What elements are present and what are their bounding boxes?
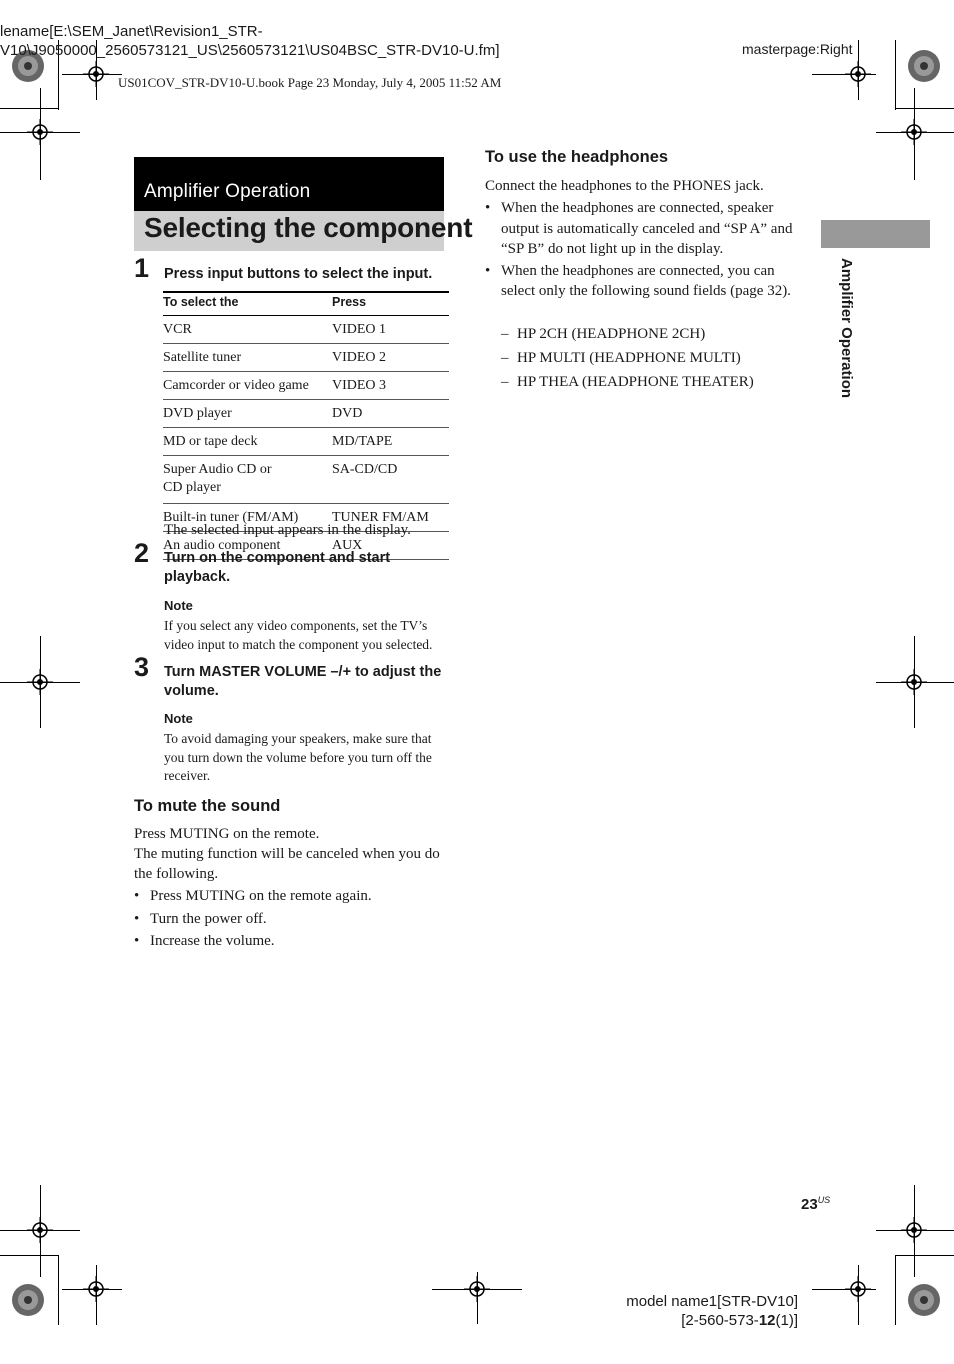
table-cell: VIDEO 2 xyxy=(332,344,449,372)
sound-field-list xyxy=(485,322,805,394)
step-text: Turn on the component and start playback. xyxy=(164,550,391,585)
table-cell: Camcorder or video game xyxy=(163,372,332,400)
table-cell: An audio component xyxy=(163,532,332,560)
list-item: • Increase the volume. xyxy=(134,931,452,952)
headphones-heading: To use the headphones xyxy=(485,148,669,166)
book-meta: US01COV_STR-DV10-U.book Page 23 Monday, July 4, 2005 11:52 AM xyxy=(118,75,502,90)
table-cell: VIDEO 1 xyxy=(332,316,449,344)
color-wheel-icon xyxy=(906,1282,942,1318)
section-label: Amplifier Operation xyxy=(144,181,311,202)
filename-meta: lename[E:\SEM_Janet\Revision1_STR- V10\J9050000_2560573121_US\2560573121\US04BSC_STR-DV10-U.fm] xyxy=(0,23,500,59)
list-item: • When the headphones are connected, you can select only the following sound fields (page 32). xyxy=(485,261,800,302)
table-row xyxy=(163,400,449,428)
table-cell: DVD player xyxy=(163,400,332,428)
step-text: Press input buttons to select the input. xyxy=(164,266,433,282)
crosshair-icon xyxy=(901,669,927,695)
table-row xyxy=(163,316,449,344)
table-header: To select the xyxy=(163,292,332,316)
list-item: – HP THEA (HEADPHONE THEATER) xyxy=(485,370,805,394)
table-row xyxy=(163,344,449,372)
table-caption: The selected input appears in the display. xyxy=(164,522,411,538)
table-row xyxy=(163,456,449,504)
part-suffix: (1)] xyxy=(775,1312,798,1329)
note-heading: Note xyxy=(164,598,193,613)
side-tab xyxy=(821,220,930,248)
table-cell: Satellite tuner xyxy=(163,344,332,372)
table-header-row xyxy=(163,292,449,316)
side-tab-label: Amplifier Operation xyxy=(838,258,855,399)
table-cell: SA-CD/CD xyxy=(332,456,449,504)
list-item: – HP 2CH (HEADPHONE 2CH) xyxy=(485,322,805,346)
table-cell: VIDEO 3 xyxy=(332,372,449,400)
table-row xyxy=(163,372,449,400)
table-row xyxy=(163,428,449,456)
masterpage-meta: masterpage:Right xyxy=(742,41,853,57)
table-cell: MD or tape deck xyxy=(163,428,332,456)
part-bold: 12 xyxy=(758,1312,776,1329)
headphones-bullets xyxy=(485,198,800,302)
model-meta xyxy=(600,1292,798,1330)
page-title: Selecting the component xyxy=(144,212,473,243)
part-number xyxy=(600,1311,798,1330)
step-number: 3 xyxy=(134,652,150,682)
list-item: • Press MUTING on the remote again. xyxy=(134,886,452,907)
list-item: • Turn the power off. xyxy=(134,909,452,930)
color-wheel-icon xyxy=(10,1282,46,1318)
table-cell: MD/TAPE xyxy=(332,428,449,456)
table-cell: Super Audio CD or CD player xyxy=(163,456,332,504)
table-cell: AUX xyxy=(332,532,449,560)
mute-bullets xyxy=(134,886,452,952)
model-name: model name1[STR-DV10] xyxy=(626,1293,798,1310)
headphones-intro: Connect the headphones to the PHONES jack. xyxy=(485,178,764,194)
table-cell: DVD xyxy=(332,400,449,428)
crosshair-icon xyxy=(901,1217,927,1243)
part-prefix: [2-560-573- xyxy=(681,1312,759,1329)
page-number xyxy=(801,1195,830,1213)
table-header: Press xyxy=(332,292,449,316)
mute-heading: To mute the sound xyxy=(134,797,281,815)
list-item: • When the headphones are connected, speaker output is automatically canceled and “SP A” and “SP B” do not light up in the display. xyxy=(485,198,800,260)
step-text: Turn MASTER VOLUME –/+ to adjust the volume. xyxy=(164,664,442,699)
step-number: 2 xyxy=(134,538,150,568)
crosshair-icon xyxy=(901,119,927,145)
step-number: 1 xyxy=(134,253,150,283)
crosshair-icon xyxy=(27,1217,53,1243)
crosshair-icon xyxy=(27,669,53,695)
color-wheel-icon xyxy=(906,48,942,84)
mute-line: The muting function will be canceled when you do the following. xyxy=(134,846,440,882)
page-number-suffix: US xyxy=(817,1195,831,1205)
table-cell: VCR xyxy=(163,316,332,344)
note-body: If you select any video components, set the TV’s video input to match the component you selected. xyxy=(164,618,433,652)
note-heading: Note xyxy=(164,711,193,726)
mute-line: Press MUTING on the remote. xyxy=(134,826,320,842)
crosshair-icon xyxy=(27,119,53,145)
list-item: – HP MULTI (HEADPHONE MULTI) xyxy=(485,346,805,370)
table-cell: Built-in tuner (FM/AM) xyxy=(163,504,332,532)
table-cell: TUNER FM/AM xyxy=(332,504,449,532)
page-number-value: 23 xyxy=(801,1196,818,1213)
note-body: To avoid damaging your speakers, make sure that you turn down the volume before you turn off the receiver. xyxy=(164,731,432,783)
